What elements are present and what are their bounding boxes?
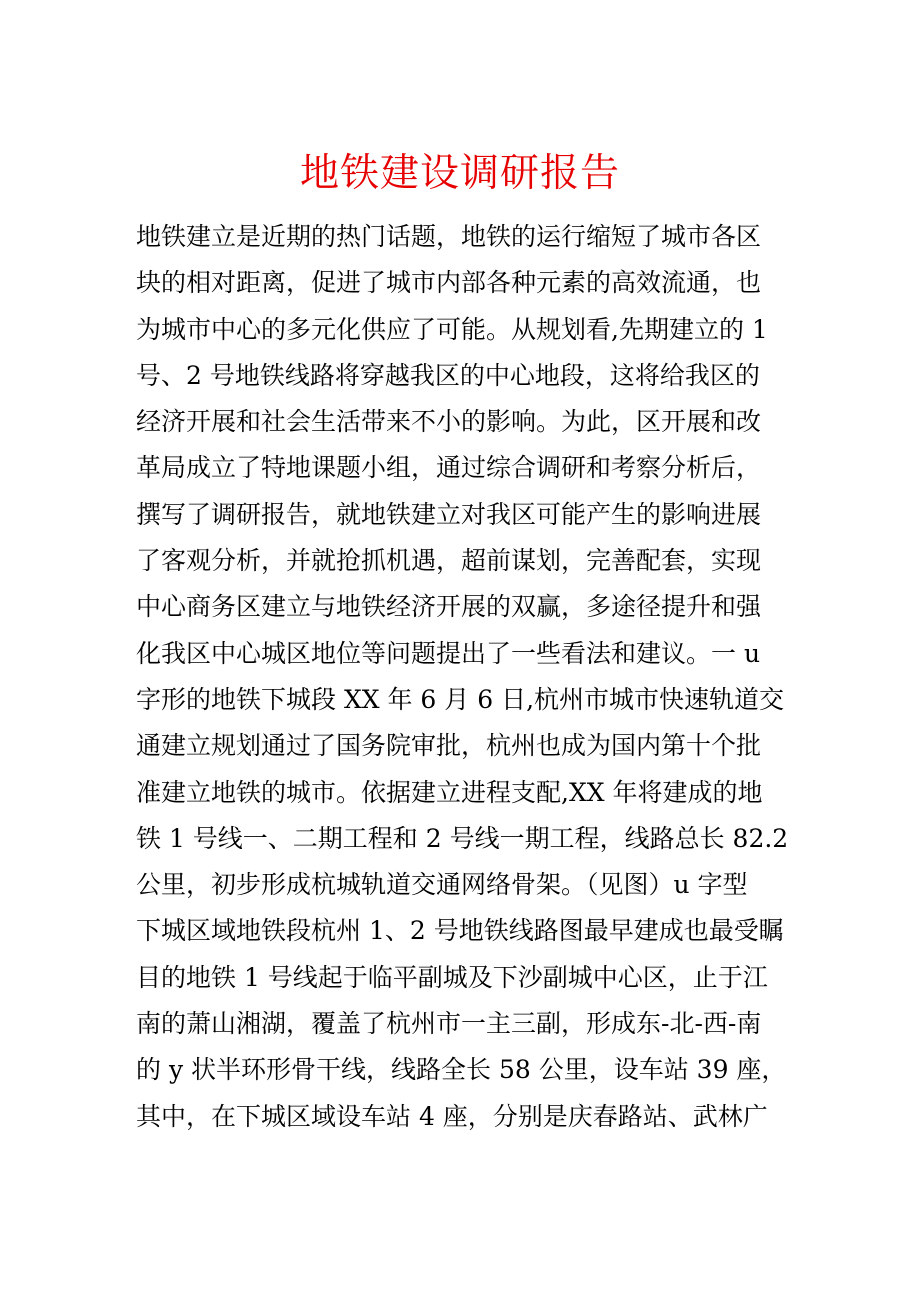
body-line: 化我区中心城区地位等问题提出了一些看法和建议。一 u bbox=[136, 638, 761, 668]
body-line: 号、2 号地铁线路将穿越我区的中心地段，这将给我区的 bbox=[136, 360, 760, 390]
body-line: 革局成立了特地课题小组，通过综合调研和考察分析后， bbox=[136, 453, 762, 483]
body-line: 撰写了调研报告，就地铁建立对我区可能产生的影响进展 bbox=[136, 499, 762, 529]
body-line: 的 y 状半环形骨干线，线路全长 58 公里，设车站 39 座， bbox=[136, 1055, 787, 1085]
document-title: 地铁建设调研报告 bbox=[299, 151, 620, 196]
body-line: 经济开展和社会生活带来不小的影响。为此，区开展和改 bbox=[136, 407, 762, 437]
body-line: 块的相对距离，促进了城市内部各种元素的高效流通，也 bbox=[136, 268, 762, 298]
body-line: 中心商务区建立与地铁经济开展的双赢，多途径提升和强 bbox=[136, 592, 762, 622]
body-line: 通建立规划通过了国务院审批，杭州也成为国内第十个批 bbox=[136, 731, 762, 761]
body-line: 铁 1 号线一、二期工程和 2 号线一期工程，线路总长 82.2 bbox=[136, 823, 789, 853]
document-body bbox=[136, 214, 796, 1140]
body-line: 其中，在下城区域设车站 4 座，分别是庆春路站、武林广 bbox=[136, 1101, 768, 1131]
body-line: 了客观分析，并就抢抓机遇，超前谋划，完善配套，实现 bbox=[136, 546, 762, 576]
body-line: 目的地铁 1 号线起于临平副城及下沙副城中心区，止于江 bbox=[136, 962, 768, 992]
body-line: 地铁建立是近期的热门话题，地铁的运行缩短了城市各区 bbox=[136, 222, 762, 251]
body-line: 下城区域地铁段杭州 1、2 号地铁线路图最早建成也最受瞩 bbox=[136, 916, 784, 946]
body-line: 字形的地铁下城段 XX 年 6 月 6 日,杭州市城市快速轨道交 bbox=[136, 684, 785, 714]
body-line: 为城市中心的多元化供应了可能。从规划看,先期建立的 1 bbox=[136, 314, 768, 344]
body-line: 南的萧山湘湖，覆盖了杭州市一主三副，形成东-北-西-南 bbox=[136, 1009, 762, 1039]
body-line: 公里，初步形成杭城轨道交通网络骨架。（见图）u 字型 bbox=[136, 870, 748, 900]
body-line: 准建立地铁的城市。依据建立进程支配,XX 年将建成的地 bbox=[136, 777, 763, 807]
